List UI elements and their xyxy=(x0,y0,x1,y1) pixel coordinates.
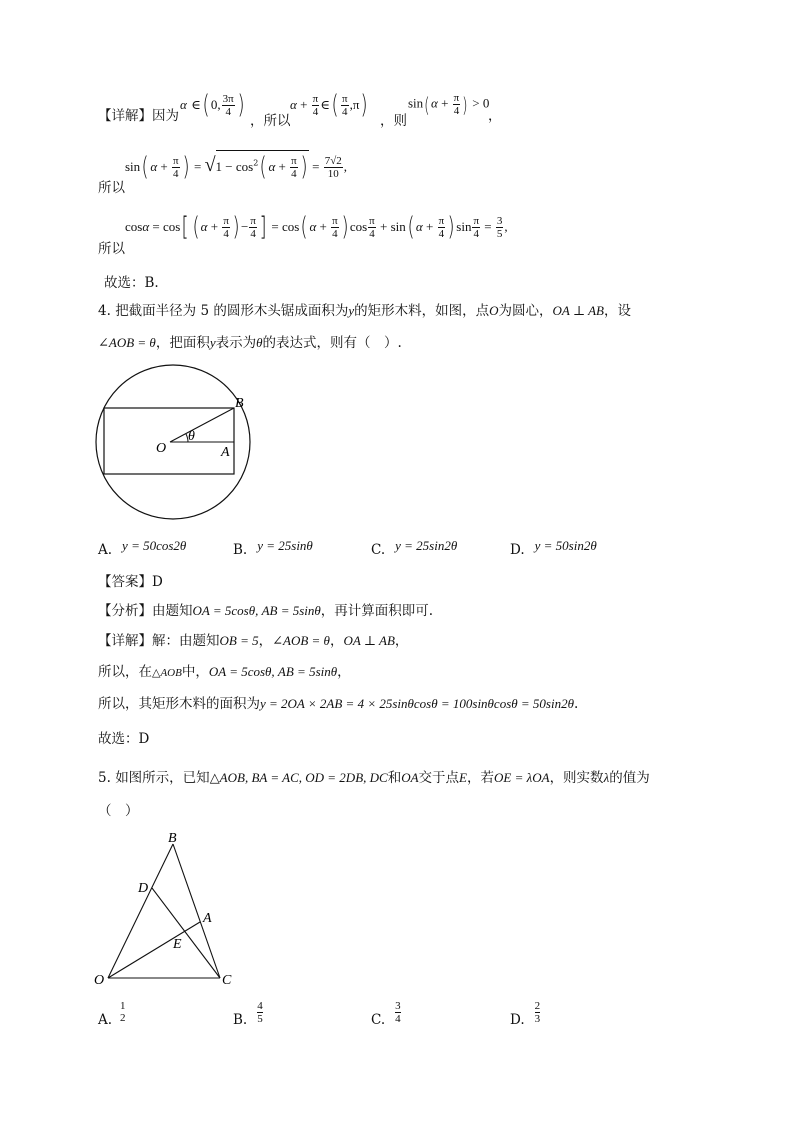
q4-option-B[interactable]: B. y = 25sinθ xyxy=(233,538,313,558)
math-sin-positive: sin(α + $\frac{\pi}{4}$ ) > 0 xyxy=(408,92,490,118)
math-sin-value: sin( α + $\frac{\pi}{4}$ ) = $√1 - \cos^2$( α + $\frac{\pi}{4}$ ) = $\frac{7√2}{10}$ , xyxy=(125,152,347,182)
q4-detail-line1: 【详解】解：由题知OB = 5，∠AOB = θ，OA ⊥ AB， xyxy=(98,633,409,649)
prev-detail-line1 xyxy=(98,90,179,130)
q4-option-D[interactable]: D. y = 50sin2θ xyxy=(510,538,597,558)
math-cos-alpha: cosα = cos[ ( α + $\frac{\pi}{4}$ ) − $\frac{\pi}{4}$ ] = cos( α + $\frac{\pi}{4}$ ) cos $\frac{\pi}{4}$ + sin( α + $\frac{\pi}{4}$ ) sin $\frac{\pi}{4}$ = $\frac{3}{5}$ , xyxy=(125,212,508,242)
q4-option-C[interactable]: C. y = 25sin2θ xyxy=(371,538,458,558)
q4-segment-OB xyxy=(170,408,234,442)
q5-label-B: B xyxy=(168,831,177,846)
q4-choice: 故选：D xyxy=(98,731,150,747)
q5-segment-BC xyxy=(173,844,220,978)
q5-label-D: D xyxy=(138,881,149,896)
q4-analysis: 【分析】由题知OA = 5cosθ, AB = 5sinθ，再计算面积即可. xyxy=(98,603,434,619)
q4-answer: 【答案】D xyxy=(98,574,163,590)
prev-choice: 故选：B. xyxy=(104,275,159,291)
q4-number: 4. xyxy=(98,303,111,319)
q5-stem-line1: 5. 如图所示，已知△AOB, BA = AC, OD = 2DB, DC和OA交于点E，若OE = λOA，则实数λ的值为 xyxy=(98,770,650,786)
q4-stem-line2: ∠AOB = θ，把面积y表示为θ的表达式，则有（ ）. xyxy=(98,335,402,351)
q4-label-B: B xyxy=(235,396,244,411)
q5-label-O: O xyxy=(94,973,105,988)
q4-label-O: O xyxy=(156,441,167,456)
q5-label-C: C xyxy=(222,973,232,988)
q5-label-E: E xyxy=(173,937,182,952)
text-so: ，所以 xyxy=(250,113,291,129)
q4-figure-circle-rectangle xyxy=(92,360,262,522)
q4-detail-line2: 所以，在△AOB中，OA = 5cosθ, AB = 5sinθ， xyxy=(98,664,351,680)
text-comma: ， xyxy=(488,108,502,124)
q4-label-A: A xyxy=(221,445,230,460)
math-alpha-shift: α + $\frac{\pi}{4}$ ∈( $\frac{\pi}{4}$ ,π) xyxy=(290,90,369,120)
math-alpha-range: α ∈( 0, $\frac{3\pi}{4}$ ) xyxy=(180,90,245,120)
q4-detail-line3: 所以，其矩形木料的面积为y = 2OA × 2AB = 4 × 25sinθcosθ = 100sinθcosθ = 50sin2θ. xyxy=(98,696,579,712)
q5-paren: （ ） xyxy=(98,803,139,819)
text-then: ，则 xyxy=(380,113,407,129)
q4-option-A[interactable]: A. y = 50cos2θ xyxy=(98,538,187,558)
q5-number: 5. xyxy=(98,770,111,786)
detail-label: 【详解】 xyxy=(98,108,152,124)
q5-figure-triangle xyxy=(90,828,250,994)
text-because: 因为 xyxy=(152,108,179,124)
q4-label-theta: θ xyxy=(188,429,195,444)
q4-stem-line1: 4. 把截面半径为 5 的圆形木头锯成面积为y的矩形木料，如图，点O为圆心，OA ⊥ AB，设 xyxy=(98,303,631,319)
q5-option-D[interactable]: D. $\frac{2}{3}$ xyxy=(510,1000,541,1029)
q5-option-C[interactable]: C. $\frac{3}{4}$ xyxy=(371,1000,401,1029)
text-so-3: 所以 xyxy=(98,241,125,257)
q5-option-B[interactable]: B. $\frac{4}{5}$ xyxy=(233,1000,263,1029)
text-so-2: 所以 xyxy=(98,180,125,196)
q5-label-A: A xyxy=(203,911,212,926)
q5-option-A[interactable]: A. 1 2 xyxy=(98,1000,126,1028)
q5-segment-DC xyxy=(152,888,220,978)
